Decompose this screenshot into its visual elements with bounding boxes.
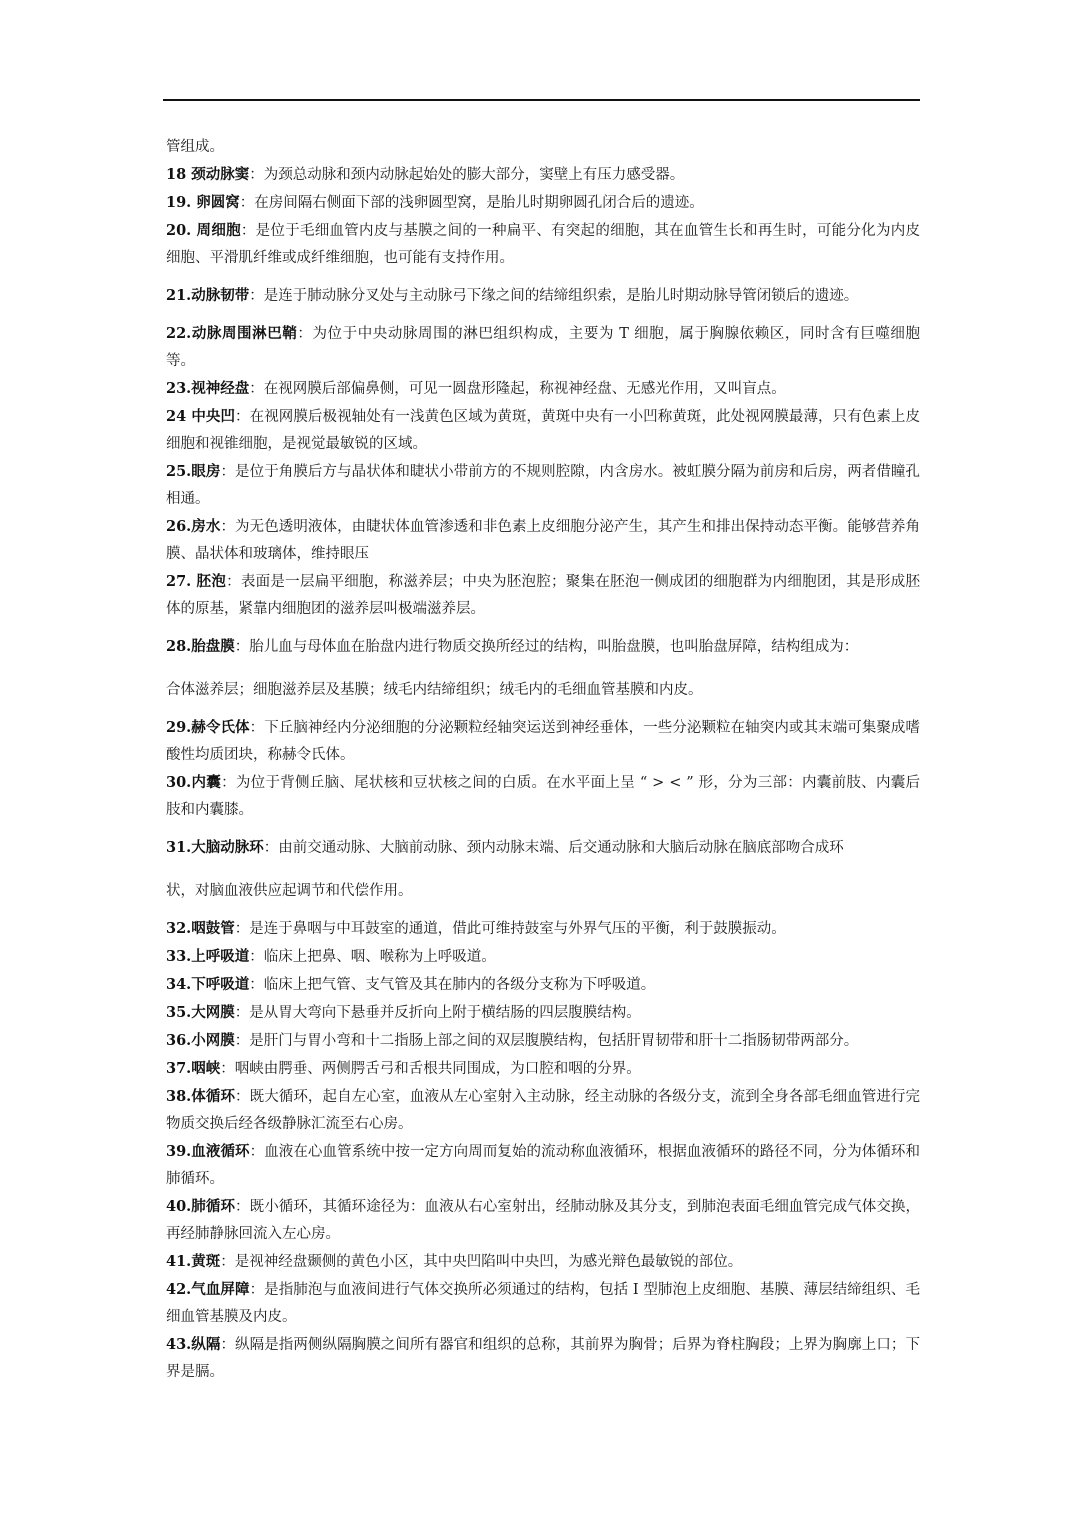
entry-34: 34.下呼吸道：临床上把气管、支气管及其在肺内的各级分支称为下呼吸道。: [166, 976, 656, 993]
entry-30: 30.内囊：为位于背侧丘脑、尾状核和豆状核之间的白质。在水平面上呈 “ > < ” 形，分为三部：内囊前肢、内囊后肢和内囊膝。: [166, 774, 921, 818]
header-rule: [163, 99, 920, 101]
entry-33: 33.上呼吸道：临床上把鼻、咽、喉称为上呼吸道。: [166, 948, 496, 965]
entry-28-continuation: 合体滋养层；细胞滋养层及基膜；绒毛内结缔组织；绒毛内的毛细血管基膜和内皮。: [166, 682, 703, 698]
entry-22: 22.动脉周围淋巴鞘：为位于中央动脉周围的淋巴组织构成，主要为 T 细胞，属于胸腺依赖区，同时含有巨噬细胞等。: [166, 325, 921, 369]
entry-31-continuation: 状，对脑血液供应起调节和代偿作用。: [166, 883, 413, 899]
entry-39: 39.血液循环：血液在心血管系统中按一定方向周而复始的流动称血液循环，根据血液循环的路径不同，分为体循环和肺循环。: [166, 1143, 921, 1187]
entry-32: 32.咽鼓管：是连于鼻咽与中耳鼓室的通道，借此可维持鼓室与外界气压的平衡，利于鼓膜振动。: [166, 920, 786, 937]
entry-25: 25.眼房：是位于角膜后方与晶状体和睫状小带前方的不规则腔隙，内含房水。被虹膜分隔为前房和后房，两者借瞳孔相通。: [166, 463, 921, 507]
entry-continuation: 管组成。: [166, 139, 224, 155]
entry-24: 24 中央凹：在视网膜后极视轴处有一浅黄色区域为黄斑，黄斑中央有一小凹称黄斑，此处视网膜最薄，只有色素上皮细胞和视锥细胞，是视觉最敏锐的区域。: [166, 408, 921, 452]
entry-38: 38.体循环：既大循环，起自左心室，血液从左心室射入主动脉，经主动脉的各级分支，流到全身各部毛细血管进行完物质交换后经各级静脉汇流至右心房。: [166, 1088, 921, 1132]
entry-23: 23.视神经盘：在视网膜后部偏鼻侧，可见一圆盘形隆起，称视神经盘、无感光作用，又叫盲点。: [166, 380, 786, 397]
entry-28: 28.胎盘膜：胎儿血与母体血在胎盘内进行物质交换所经过的结构，叫胎盘膜，也叫胎盘屏障，结构组成为：: [166, 638, 859, 655]
entry-29: 29.赫令氏体：下丘脑神经内分泌细胞的分泌颗粒经轴突运送到神经垂体，一些分泌颗粒在轴突内或其末端可集聚成嗜酸性均质团块，称赫令氏体。: [166, 719, 921, 763]
entry-41: 41.黄斑：是视神经盘颞侧的黄色小区，其中央凹陷叫中央凹，为感光辩色最敏锐的部位。: [166, 1253, 743, 1270]
entry-40: 40.肺循环：既小循环，其循环途径为：血液从右心室射出，经肺动脉及其分支，到肺泡表面毛细血管完成气体交换，再经肺静脉回流入左心房。: [166, 1198, 921, 1242]
document-body: [166, 134, 920, 1386]
entry-27: 27. 胚泡：表面是一层扁平细胞，称滋养层；中央为胚泡腔；聚集在胚泡一侧成团的细胞群为内细胞团，其是形成胚体的原基，紧靠内细胞团的滋养层叫极端滋养层。: [166, 573, 920, 617]
entry-31: 31.大脑动脉环：由前交通动脉、大脑前动脉、颈内动脉末端、后交通动脉和大脑后动脉在脑底部吻合成环: [166, 839, 844, 856]
entry-37: 37.咽峡：咽峡由腭垂、两侧腭舌弓和舌根共同围成，为口腔和咽的分界。: [166, 1060, 641, 1077]
entry-20: 20. 周细胞：是位于毛细血管内皮与基膜之间的一种扁平、有突起的细胞，其在血管生长和再生时，可能分化为内皮细胞、平滑肌纤维或成纤维细胞，也可能有支持作用。: [166, 222, 920, 266]
entry-35: 35.大网膜：是从胃大弯向下悬垂并反折向上附于横结肠的四层腹膜结构。: [166, 1004, 641, 1021]
entry-19: 19. 卵圆窝：在房间隔右侧面下部的浅卵圆型窝，是胎儿时期卵圆孔闭合后的遗迹。: [166, 194, 704, 211]
entry-42: 42.气血屏障：是指肺泡与血液间进行气体交换所必须通过的结构，包括 I 型肺泡上皮细胞、基膜、薄层结缔组织、毛细血管基膜及内皮。: [166, 1281, 920, 1325]
entry-36: 36.小网膜：是肝门与胃小弯和十二指肠上部之间的双层腹膜结构，包括肝胃韧带和肝十二指肠韧带两部分。: [166, 1032, 859, 1049]
entry-43: 43.纵隔：纵隔是指两侧纵隔胸膜之间所有器官和组织的总称，其前界为胸骨；后界为脊柱胸段；上界为胸廓上口；下界是膈。: [166, 1336, 921, 1380]
entry-18: 18 颈动脉窦：为颈总动脉和颈内动脉起始处的膨大部分，窦壁上有压力感受器。: [166, 166, 685, 183]
entry-21: 21.动脉韧带：是连于肺动脉分叉处与主动脉弓下缘之间的结缔组织索，是胎儿时期动脉导管闭锁后的遗迹。: [166, 287, 859, 304]
entry-26: 26.房水：为无色透明液体，由睫状体血管渗透和非色素上皮细胞分泌产生，其产生和排出保持动态平衡。能够营养角膜、晶状体和玻璃体，维持眼压: [166, 518, 921, 562]
